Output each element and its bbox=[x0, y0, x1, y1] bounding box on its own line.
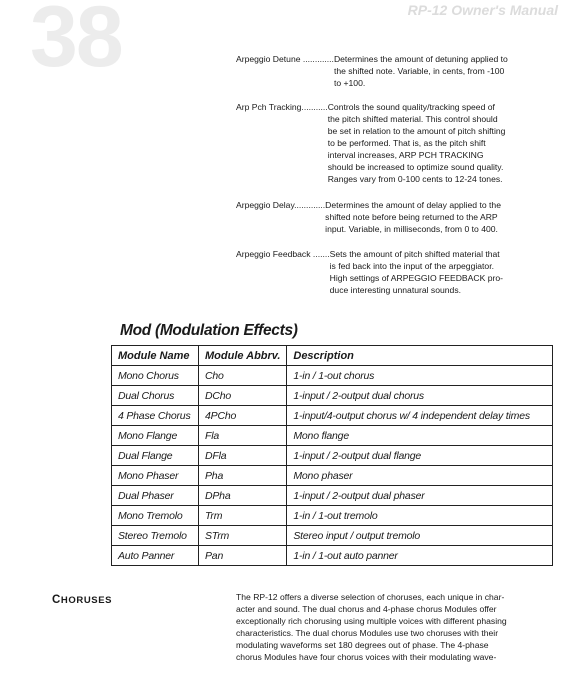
table-header-row bbox=[112, 346, 553, 366]
choruses-paragraph bbox=[236, 591, 562, 663]
table-row bbox=[112, 366, 553, 386]
module-description: Mono phaser bbox=[287, 466, 553, 486]
paragraph-line: modulating waveforms set 180 degrees out of phase. The 4-phase bbox=[236, 640, 489, 650]
param-description: Determines the amount of delay applied to the shifted note before being returned to the ARP input. Variable, in milliseconds, from 0 to 400. bbox=[325, 200, 501, 234]
column-header: Module Abbrv. bbox=[199, 346, 287, 366]
paragraph-line: acter and sound. The dual chorus and 4-phase chorus Modules offer bbox=[236, 604, 497, 614]
column-header: Description bbox=[287, 346, 553, 366]
module-name: Mono Tremolo bbox=[112, 506, 199, 526]
module-abbrev: STrm bbox=[199, 526, 287, 546]
module-abbrev: Pan bbox=[199, 546, 287, 566]
param-term: Arpeggio Feedback ....... bbox=[236, 249, 330, 259]
param-arp-pch-tracking bbox=[236, 101, 566, 185]
page-number: 38 bbox=[30, 0, 122, 85]
module-name: Stereo Tremolo bbox=[112, 526, 199, 546]
module-name: Mono Phaser bbox=[112, 466, 199, 486]
table-row bbox=[112, 486, 553, 506]
module-name: Dual Chorus bbox=[112, 386, 199, 406]
module-description: 1-in / 1-out auto panner bbox=[287, 546, 553, 566]
table-row bbox=[112, 546, 553, 566]
param-term: Arpeggio Delay............. bbox=[236, 200, 326, 210]
module-abbrev: Cho bbox=[199, 366, 287, 386]
section-title-mod: Mod (Modulation Effects) bbox=[120, 322, 298, 339]
paragraph-line: chorus Modules have four chorus voices with their modulating wave- bbox=[236, 652, 497, 662]
module-abbrev: 4PCho bbox=[199, 406, 287, 426]
module-description: 1-input / 2-output dual phaser bbox=[287, 486, 553, 506]
table-row bbox=[112, 406, 553, 426]
param-term: Arp Pch Tracking........... bbox=[236, 102, 328, 112]
table-row bbox=[112, 446, 553, 466]
module-description: 1-input / 2-output dual chorus bbox=[287, 386, 553, 406]
paragraph-line: characteristics. The dual chorus Modules use two choruses with their bbox=[236, 628, 499, 638]
table-row bbox=[112, 426, 553, 446]
param-arpeggio-feedback bbox=[236, 248, 566, 296]
param-description: Sets the amount of pitch shifted material that is fed back into the input of the arpeggiator. High settings of ARPEGGIO FEEDBACK pro- duce interesting unnatural sounds. bbox=[329, 249, 504, 295]
table-row bbox=[112, 466, 553, 486]
module-abbrev: Pha bbox=[199, 466, 287, 486]
module-name: Auto Panner bbox=[112, 546, 199, 566]
param-term: Arpeggio Detune ............. bbox=[236, 54, 334, 64]
module-abbrev: Trm bbox=[199, 506, 287, 526]
modulation-effects-table bbox=[111, 345, 553, 566]
module-abbrev: DCho bbox=[199, 386, 287, 406]
table-row bbox=[112, 526, 553, 546]
section-heading-choruses: CHORUSES bbox=[52, 594, 113, 606]
module-name: Mono Flange bbox=[112, 426, 199, 446]
module-description: 1-in / 1-out tremolo bbox=[287, 506, 553, 526]
module-description: 1-input/4-output chorus w/ 4 independent delay times bbox=[287, 406, 553, 426]
module-description: 1-input / 2-output dual flange bbox=[287, 446, 553, 466]
param-arpeggio-detune bbox=[236, 53, 566, 89]
column-header: Module Name bbox=[112, 346, 199, 366]
param-arpeggio-delay bbox=[236, 199, 566, 235]
param-description: Controls the sound quality/tracking speed of the pitch shifted material. This control should be set in relation to the amount of pitch shifting to be performed. That is, as the pitch shift interval increases, ARP PCH TRACKING should be increased to optimize sound quality. Ranges vary from 0-100 cents to 12-24 tones. bbox=[327, 102, 506, 184]
module-name: Dual Flange bbox=[112, 446, 199, 466]
module-description: Stereo input / output tremolo bbox=[287, 526, 553, 546]
module-abbrev: DPha bbox=[199, 486, 287, 506]
module-description: Mono flange bbox=[287, 426, 553, 446]
module-name: Dual Phaser bbox=[112, 486, 199, 506]
module-abbrev: DFla bbox=[199, 446, 287, 466]
module-name: Mono Chorus bbox=[112, 366, 199, 386]
module-description: 1-in / 1-out chorus bbox=[287, 366, 553, 386]
running-header: RP-12 Owner's Manual bbox=[407, 2, 558, 18]
table-row bbox=[112, 386, 553, 406]
table-row bbox=[112, 506, 553, 526]
paragraph-line: The RP-12 offers a diverse selection of choruses, each unique in char- bbox=[236, 592, 505, 602]
param-description: Determines the amount of detuning applied to the shifted note. Variable, in cents, from -100 to +100. bbox=[333, 54, 508, 88]
paragraph-line: exceptionally rich chorusing using multiple voices with different phasing bbox=[236, 616, 507, 626]
module-abbrev: Fla bbox=[199, 426, 287, 446]
module-name: 4 Phase Chorus bbox=[112, 406, 199, 426]
